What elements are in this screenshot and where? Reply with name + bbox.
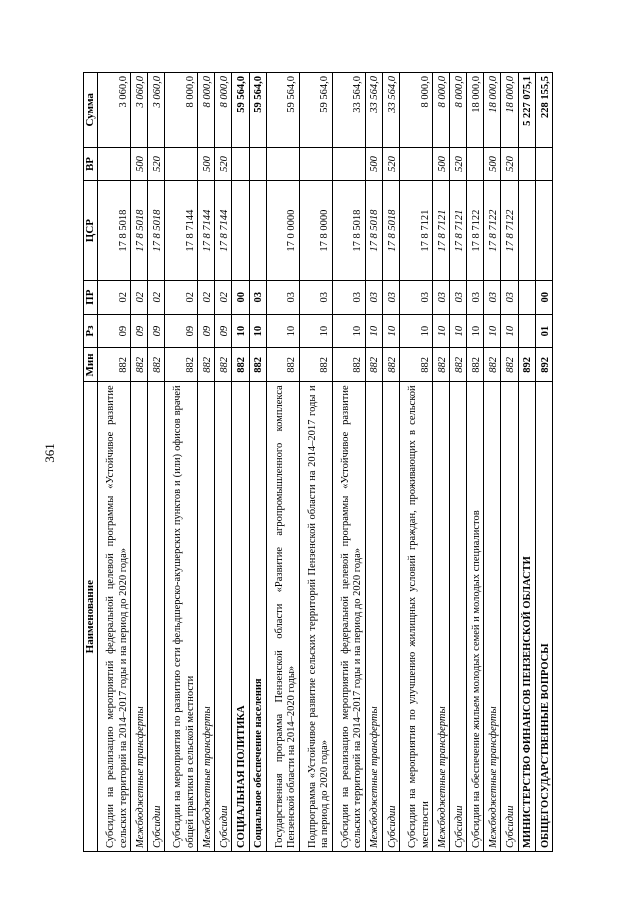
cell-csr: 17 8 7144 (165, 181, 198, 280)
cell-csr: 17 8 7122 (501, 181, 518, 280)
cell-min: 882 (365, 348, 382, 382)
cell-name: Межбюджетные трансферты (484, 382, 501, 852)
cell-name: СОЦИАЛЬНАЯ ПОЛИТИКА (232, 382, 249, 852)
cell-csr: 17 8 7122 (467, 181, 484, 280)
cell-pr: 03 (501, 280, 518, 314)
cell-sum: 8 000,0 (399, 73, 432, 148)
rotated-table-container (83, 72, 553, 852)
cell-vr (399, 147, 432, 181)
cell-name: Субсидии (148, 382, 165, 852)
table-row (148, 73, 165, 852)
table-row (535, 73, 552, 852)
cell-vr: 520 (382, 147, 399, 181)
cell-pr: 03 (299, 280, 332, 314)
cell-sum: 59 564,0 (299, 73, 332, 148)
cell-pr: 02 (97, 280, 130, 314)
cell-sum: 33 564,0 (365, 73, 382, 148)
table-row (365, 73, 382, 852)
cell-rz: 10 (399, 314, 432, 348)
cell-sum: 59 564,0 (266, 73, 299, 148)
cell-min: 882 (215, 348, 232, 382)
header-rz: Рз (84, 314, 98, 348)
cell-pr: 02 (165, 280, 198, 314)
cell-name: Субсидии на мероприятия по развитию сети фельдшерско-акушерских пунктов и (или) офисов врачей общей практики в сельской местности (165, 382, 198, 852)
cell-min: 882 (165, 348, 198, 382)
table-row (266, 73, 299, 852)
cell-sum: 3 060,0 (148, 73, 165, 148)
cell-csr: 17 8 7121 (432, 181, 449, 280)
cell-rz: 10 (432, 314, 449, 348)
cell-name: Субсидии на реализацию мероприятий федеральной целевой программы «Устойчивое развитие сельских территорий на 2014–2017 годы и на период до 2020 года» (97, 382, 130, 852)
cell-csr: 17 8 5018 (97, 181, 130, 280)
cell-sum: 8 000,0 (450, 73, 467, 148)
table-row (399, 73, 432, 852)
cell-vr: 500 (130, 147, 147, 181)
cell-pr: 03 (399, 280, 432, 314)
table-row (299, 73, 332, 852)
cell-vr: 520 (501, 147, 518, 181)
cell-rz: 10 (501, 314, 518, 348)
cell-rz: 09 (97, 314, 130, 348)
cell-pr: 03 (365, 280, 382, 314)
table-row (501, 73, 518, 852)
header-pr: ПР (84, 280, 98, 314)
cell-sum: 18 000,0 (501, 73, 518, 148)
cell-csr (249, 181, 266, 280)
table-row (450, 73, 467, 852)
cell-pr: 00 (535, 280, 552, 314)
cell-name: Субсидии на реализацию мероприятий федеральной целевой программы «Устойчивое развитие сельских территорий на 2014–2017 годы и на период до 2020 года» (332, 382, 365, 852)
header-csr: ЦСР (84, 181, 98, 280)
cell-vr (266, 147, 299, 181)
cell-sum: 3 060,0 (130, 73, 147, 148)
cell-min: 882 (501, 348, 518, 382)
cell-vr (249, 147, 266, 181)
cell-name: Субсидии (382, 382, 399, 852)
cell-rz: 10 (266, 314, 299, 348)
cell-sum: 8 000,0 (215, 73, 232, 148)
cell-min: 882 (148, 348, 165, 382)
cell-vr: 520 (450, 147, 467, 181)
table-row (382, 73, 399, 852)
cell-csr: 17 8 7144 (215, 181, 232, 280)
table-row (165, 73, 198, 852)
cell-min: 882 (450, 348, 467, 382)
table-header-row (84, 73, 98, 852)
cell-min: 882 (382, 348, 399, 382)
cell-name: Государственная программа Пензенской области «Развитие агропромышленного комплекса Пензенской области на 2014–2020 годы» (266, 382, 299, 852)
table-row (130, 73, 147, 852)
cell-pr: 00 (232, 280, 249, 314)
cell-rz: 09 (148, 314, 165, 348)
cell-name: Межбюджетные трансферты (130, 382, 147, 852)
cell-min: 882 (249, 348, 266, 382)
cell-csr: 17 8 5018 (148, 181, 165, 280)
cell-sum: 8 000,0 (165, 73, 198, 148)
cell-min: 882 (467, 348, 484, 382)
cell-min: 882 (266, 348, 299, 382)
cell-pr: 02 (215, 280, 232, 314)
cell-rz: 10 (450, 314, 467, 348)
cell-csr: 17 8 5018 (332, 181, 365, 280)
cell-rz: 10 (232, 314, 249, 348)
cell-min: 882 (232, 348, 249, 382)
cell-rz: 10 (467, 314, 484, 348)
cell-rz: 10 (365, 314, 382, 348)
cell-vr: 520 (215, 147, 232, 181)
cell-vr (165, 147, 198, 181)
cell-rz: 10 (484, 314, 501, 348)
header-vr: ВР (84, 147, 98, 181)
table-row (198, 73, 215, 852)
cell-sum: 8 000,0 (432, 73, 449, 148)
cell-vr: 500 (432, 147, 449, 181)
cell-min: 892 (535, 348, 552, 382)
cell-rz: 09 (130, 314, 147, 348)
cell-csr: 17 8 5018 (382, 181, 399, 280)
cell-sum: 18 000,0 (484, 73, 501, 148)
cell-vr: 500 (365, 147, 382, 181)
table-row (467, 73, 484, 852)
table-row (215, 73, 232, 852)
cell-name: Субсидии на обеспечение жильем молодых семей и молодых специалистов (467, 382, 484, 852)
cell-pr: 03 (432, 280, 449, 314)
cell-pr: 03 (484, 280, 501, 314)
page-number: 361 (42, 443, 57, 463)
table-body (97, 73, 552, 852)
cell-name: Межбюджетные трансферты (365, 382, 382, 852)
cell-name: Субсидии на мероприятия по улучшению жилищных условий граждан, проживающих в сельской местности (399, 382, 432, 852)
cell-pr: 02 (130, 280, 147, 314)
table-row (484, 73, 501, 852)
cell-sum: 3 060,0 (97, 73, 130, 148)
cell-sum: 59 564,0 (232, 73, 249, 148)
cell-csr: 17 8 7121 (399, 181, 432, 280)
cell-csr: 17 0 0000 (266, 181, 299, 280)
cell-min: 882 (399, 348, 432, 382)
cell-min: 882 (299, 348, 332, 382)
cell-name: Межбюджетные трансферты (432, 382, 449, 852)
cell-vr (232, 147, 249, 181)
cell-pr: 03 (382, 280, 399, 314)
cell-min: 882 (432, 348, 449, 382)
cell-csr: 17 8 7122 (484, 181, 501, 280)
cell-name: Подпрограмма «Устойчивое развитие сельских территорий Пензенской области на 2014–2017 годы и на период до 2020 года» (299, 382, 332, 852)
cell-vr (467, 147, 484, 181)
cell-pr: 03 (450, 280, 467, 314)
cell-pr (518, 280, 535, 314)
cell-vr: 500 (198, 147, 215, 181)
cell-csr: 17 8 5018 (130, 181, 147, 280)
cell-csr: 17 8 0000 (299, 181, 332, 280)
cell-min: 882 (332, 348, 365, 382)
header-min: Мин (84, 348, 98, 382)
cell-csr: 17 8 7121 (450, 181, 467, 280)
header-name: Наименование (84, 382, 98, 852)
cell-name: Субсидии (501, 382, 518, 852)
cell-rz: 09 (165, 314, 198, 348)
cell-rz: 10 (299, 314, 332, 348)
cell-csr (535, 181, 552, 280)
cell-vr (535, 147, 552, 181)
cell-vr: 520 (148, 147, 165, 181)
cell-name: Социальное обеспечение населения (249, 382, 266, 852)
cell-name: Межбюджетные трансферты (198, 382, 215, 852)
cell-rz: 09 (215, 314, 232, 348)
cell-pr: 03 (467, 280, 484, 314)
cell-pr: 03 (266, 280, 299, 314)
cell-csr (518, 181, 535, 280)
cell-rz: 10 (249, 314, 266, 348)
cell-min: 882 (198, 348, 215, 382)
table-row (432, 73, 449, 852)
cell-pr: 03 (332, 280, 365, 314)
cell-name: Субсидии (450, 382, 467, 852)
cell-sum: 59 564,0 (249, 73, 266, 148)
table-row (232, 73, 249, 852)
table-row (518, 73, 535, 852)
cell-rz: 09 (198, 314, 215, 348)
cell-rz: 01 (535, 314, 552, 348)
cell-vr (518, 147, 535, 181)
cell-sum: 228 155,5 (535, 73, 552, 148)
cell-min: 882 (484, 348, 501, 382)
cell-name: МИНИСТЕРСТВО ФИНАНСОВ ПЕНЗЕНСКОЙ ОБЛАСТИ (518, 382, 535, 852)
cell-sum: 18 000,0 (467, 73, 484, 148)
cell-min: 892 (518, 348, 535, 382)
cell-vr (332, 147, 365, 181)
cell-vr: 500 (484, 147, 501, 181)
cell-rz: 10 (382, 314, 399, 348)
cell-sum: 33 564,0 (332, 73, 365, 148)
cell-rz (518, 314, 535, 348)
cell-rz: 10 (332, 314, 365, 348)
header-sum: Сумма (84, 73, 98, 148)
cell-csr: 17 8 5018 (365, 181, 382, 280)
table-row (332, 73, 365, 852)
cell-vr (97, 147, 130, 181)
cell-name: Субсидии (215, 382, 232, 852)
budget-table (83, 72, 553, 852)
table-row (249, 73, 266, 852)
cell-sum: 8 000,0 (198, 73, 215, 148)
cell-pr: 02 (148, 280, 165, 314)
cell-min: 882 (130, 348, 147, 382)
cell-pr: 03 (249, 280, 266, 314)
cell-name: ОБЩЕГОСУДАРСТВЕННЫЕ ВОПРОСЫ (535, 382, 552, 852)
cell-csr: 17 8 7144 (198, 181, 215, 280)
cell-pr: 02 (198, 280, 215, 314)
cell-min: 882 (97, 348, 130, 382)
cell-sum: 5 227 075,1 (518, 73, 535, 148)
cell-sum: 33 564,0 (382, 73, 399, 148)
cell-vr (299, 147, 332, 181)
table-row (97, 73, 130, 852)
cell-csr (232, 181, 249, 280)
